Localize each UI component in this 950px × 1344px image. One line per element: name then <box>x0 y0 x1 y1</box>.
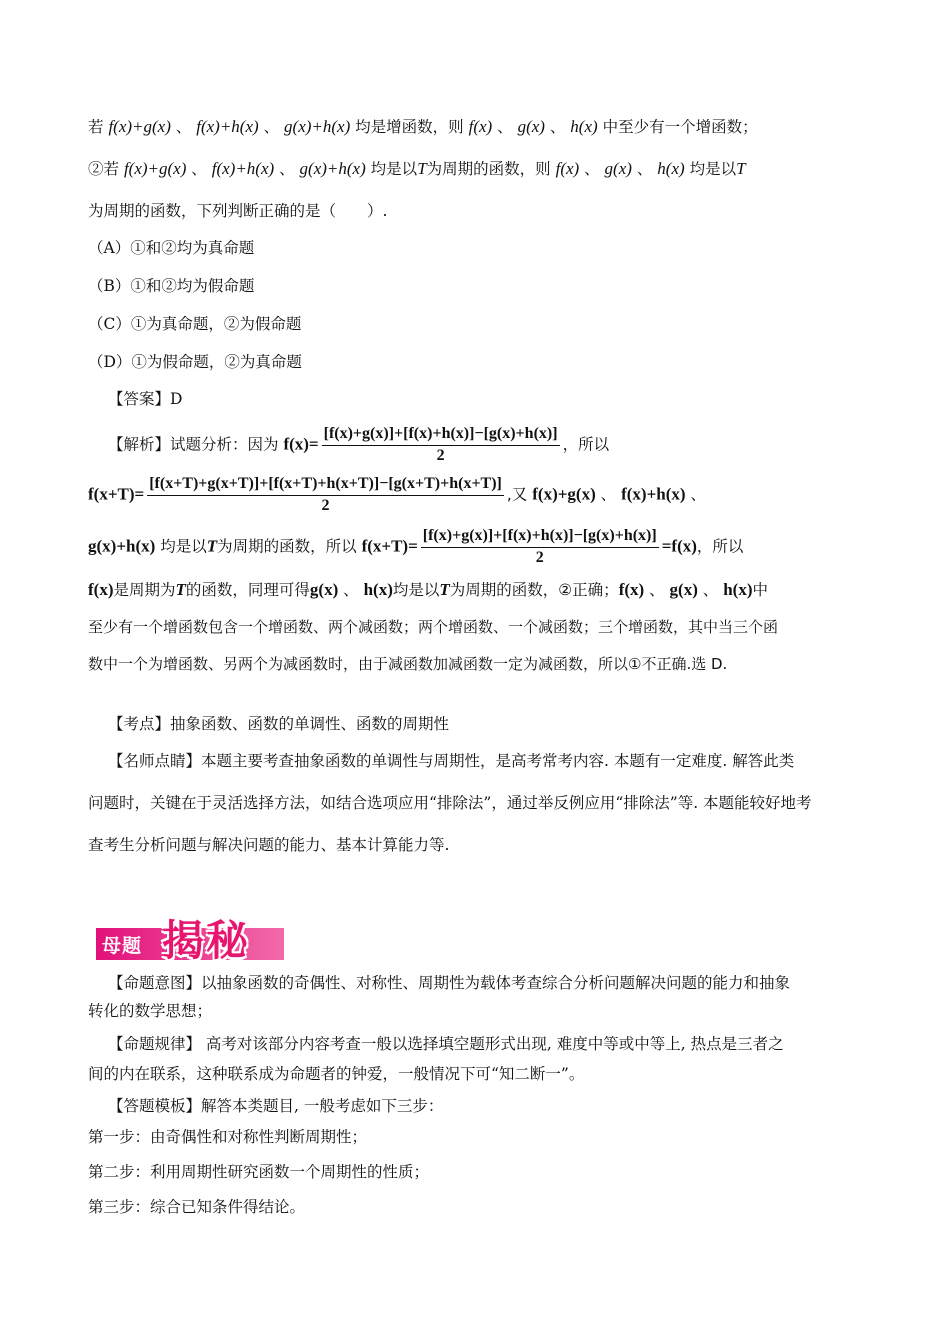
banner-small-text: 母题 <box>102 935 143 957</box>
mingshi-line-3: 查考生分析问题与解决问题的能力、基本计算能力等. <box>88 836 450 854</box>
analysis-line-1 <box>108 424 609 466</box>
text: 均是以 <box>684 160 737 178</box>
banner-big-text: 揭秘 <box>162 916 251 965</box>
mingti-guilv-line-2: 间的内在联系，这种联系成为命题者的钟爱，一般情况下可“知二断一”。 <box>88 1065 585 1083</box>
step-2: 第二步：利用周期性研究函数一个周期性的性质； <box>88 1163 430 1181</box>
question-line-1 <box>88 116 758 138</box>
option-d: （D）①为假命题，②为真命题 <box>88 353 302 371</box>
dati-template: 【答题模板】解答本类题目, 一般考虑如下三步： <box>108 1097 444 1115</box>
separator: 、 <box>186 160 212 178</box>
math-expr: g(x) <box>309 580 339 599</box>
mingti-yitu-line-2: 转化的数学思想； <box>88 1002 213 1020</box>
separator: 、 <box>697 581 724 599</box>
math-expr: g(x)+h(x) <box>299 159 366 178</box>
separator: 、 <box>492 118 518 136</box>
step-1: 第一步：由奇偶性和对称性判断周期性； <box>88 1128 368 1146</box>
text: 若 <box>88 118 109 136</box>
fraction-numerator: [f(x)+g(x)]+[f(x)+h(x)]−[g(x)+h(x)] <box>421 526 659 548</box>
fraction <box>147 474 504 516</box>
text: ，所以 <box>562 435 610 454</box>
separator: 、 <box>631 160 658 178</box>
separator: 、 <box>258 118 285 136</box>
fraction-denominator: 2 <box>436 447 445 464</box>
fraction-numerator: [f(x+T)+g(x+T)]+[f(x+T)+h(x+T)]−[g(x+T)+h(x+T)] <box>147 474 504 496</box>
math-expr: f(x)+g(x) <box>108 117 171 136</box>
text: ,又 <box>506 485 533 504</box>
text: 中至少有一个增函数； <box>597 118 758 136</box>
text: 均是以 <box>392 581 440 599</box>
mingti-guilv-line-1: 【命题规律】 高考对该部分内容考查一般以选择填空题形式出现, 难度中等或中等上, 热点是三者之 <box>108 1035 784 1053</box>
math-expr: f(x)+h(x) <box>621 484 686 504</box>
math-expr: f(x) <box>618 580 645 599</box>
analysis-line-5: 至少有一个增函数包含一个增函数、两个减函数；两个增函数、一个减函数；三个增函数，其中当三个函 <box>88 618 779 636</box>
kaodian: 【考点】抽象函数、函数的单调性、函数的周期性 <box>108 715 450 733</box>
math-expr: g(x) <box>517 117 545 136</box>
text: 均是增函数，则 <box>350 118 469 136</box>
separator: 、 <box>170 118 197 136</box>
math-expr: f(x) <box>555 159 580 178</box>
text: 为周期的函数，②正确； <box>449 581 619 599</box>
math-expr: f(x) <box>468 117 493 136</box>
math-var: T <box>417 159 427 178</box>
text: ②若 <box>88 160 124 178</box>
math-var: T <box>175 580 186 599</box>
separator: 、 <box>544 118 571 136</box>
text: 均是以 <box>365 160 418 178</box>
text: 均是以 <box>155 537 207 556</box>
mingti-yitu-line-1: 【命题意图】以抽象函数的奇偶性、对称性、周期性为载体考查综合分析问题解决问题的能力和抽象 <box>108 974 791 992</box>
mingshi-line-2: 问题时，关键在于灵活选择方法，如结合选项应用“排除法”，通过举反例应用“排除法”等. 本题能较好地考 <box>88 794 812 812</box>
math-expr: f(x+T)= <box>88 484 145 504</box>
math-expr: f(x)+g(x) <box>123 159 187 178</box>
separator: 、 <box>595 485 622 504</box>
separator: 、 <box>579 160 605 178</box>
math-expr: h(x) <box>657 159 685 178</box>
question-line-3: 为周期的函数，下列判断正确的是（ ）. <box>88 202 388 220</box>
math-expr: f(x) <box>88 580 114 599</box>
text: 中 <box>752 581 769 599</box>
separator: 、 <box>338 581 364 599</box>
option-a: （A）①和②均为真命题 <box>88 239 255 257</box>
math-expr: f(x)+g(x) <box>532 484 596 504</box>
math-expr: f(x)+h(x) <box>211 159 275 178</box>
math-expr: g(x) <box>669 580 698 599</box>
analysis-line-3 <box>88 526 743 568</box>
math-expr: =f(x) <box>661 536 697 556</box>
analysis-line-4 <box>88 579 768 601</box>
math-expr: g(x)+h(x) <box>284 117 351 136</box>
math-expr: f(x)= <box>283 434 319 454</box>
analysis-line-6: 数中一个为增函数、另两个为减函数时，由于减函数加减函数一定为减函数，所以①不正确.选 D. <box>88 655 728 673</box>
math-expr: f(x)+h(x) <box>196 117 259 136</box>
text: 【解析】试题分析：因为 <box>108 435 284 454</box>
fraction <box>322 424 560 466</box>
separator: 、 <box>685 485 706 504</box>
math-var: T <box>206 536 218 556</box>
text: 为周期的函数，所以 <box>217 537 362 556</box>
math-expr: h(x) <box>723 580 753 599</box>
math-expr: h(x) <box>570 117 598 136</box>
section-banner <box>96 910 284 965</box>
step-3: 第三步：综合已知条件得结论。 <box>88 1198 306 1216</box>
option-c: （C）①为真命题，②为假命题 <box>88 315 302 333</box>
text: 是周期为 <box>113 581 176 599</box>
analysis-line-2 <box>88 474 706 516</box>
fraction-denominator: 2 <box>535 549 544 566</box>
text: 的函数，同理可得 <box>185 581 310 599</box>
separator: 、 <box>274 160 300 178</box>
math-expr: h(x) <box>363 580 393 599</box>
fraction-denominator: 2 <box>321 497 330 514</box>
fraction-numerator: [f(x)+g(x)]+[f(x)+h(x)]−[g(x)+h(x)] <box>322 424 560 446</box>
math-expr: g(x)+h(x) <box>88 536 156 556</box>
question-line-2 <box>88 158 746 180</box>
answer: 【答案】D <box>108 390 183 408</box>
math-var: T <box>439 580 450 599</box>
option-b: （B）①和②均为假命题 <box>88 277 255 295</box>
math-var: T <box>736 159 746 178</box>
mingshi-line-1: 【名师点睛】本题主要考查抽象函数的单调性与周期性，是高考常考内容. 本题有一定难度. 解答此类 <box>108 752 795 770</box>
math-expr: g(x) <box>604 159 632 178</box>
math-expr: f(x+T)= <box>361 536 418 556</box>
text: ，所以 <box>696 537 744 556</box>
separator: 、 <box>644 581 670 599</box>
fraction <box>421 526 659 568</box>
text: 为周期的函数，则 <box>426 160 556 178</box>
